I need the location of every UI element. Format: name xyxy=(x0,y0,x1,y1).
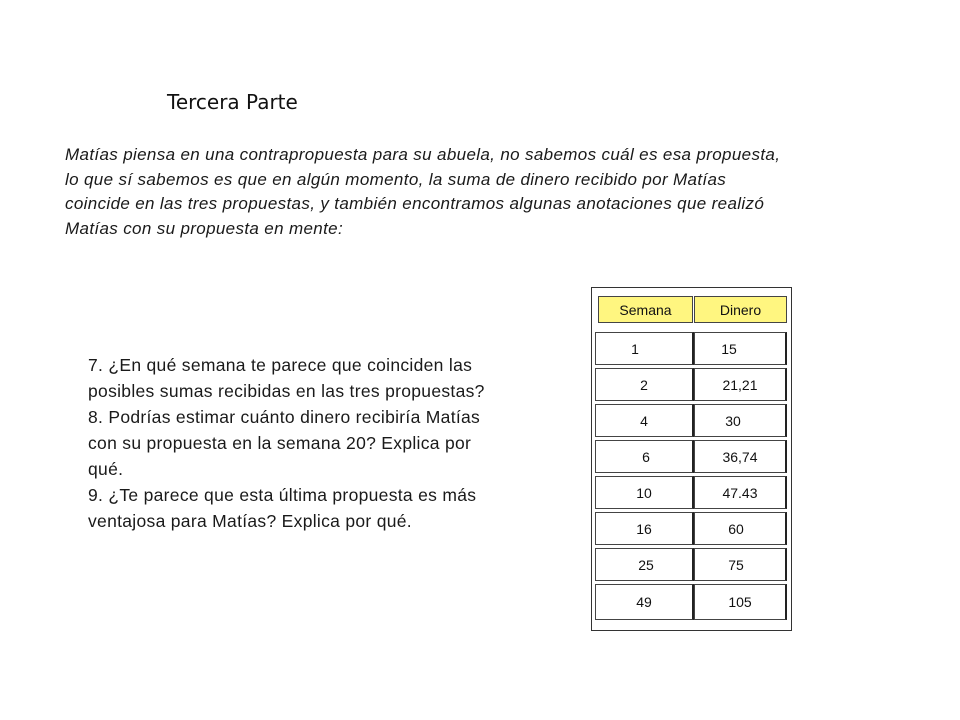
table-cell-dinero: 15 xyxy=(694,332,787,365)
page-title: Tercera Parte xyxy=(167,90,298,114)
questions-block xyxy=(88,352,508,534)
table-cell-dinero: 47.43 xyxy=(694,476,787,509)
question-9: 9. ¿Te parece que esta última propuesta es más ventajosa para Matías? Explica por qué. xyxy=(88,485,477,531)
table-cell-semana: 2 xyxy=(595,368,694,401)
question-8: 8. Podrías estimar cuánto dinero recibiría Matías con su propuesta en la semana 20? Explica por qué. xyxy=(88,407,481,479)
table-cell-dinero: 75 xyxy=(694,548,787,581)
table-cell-semana: 16 xyxy=(595,512,694,545)
table-cell-semana: 1 xyxy=(595,332,694,365)
table-header-semana: Semana xyxy=(598,296,693,323)
question-7: 7. ¿En qué semana te parece que coinciden las posibles sumas recibidas en las tres propuestas? xyxy=(88,355,485,401)
data-table xyxy=(591,287,792,631)
table-cell-semana: 25 xyxy=(595,548,694,581)
table-cell-semana: 6 xyxy=(595,440,694,473)
table-cell-dinero: 36,74 xyxy=(694,440,787,473)
table-cell-dinero: 60 xyxy=(694,512,787,545)
table-cell-dinero: 105 xyxy=(694,584,787,620)
table-cell-semana: 49 xyxy=(595,584,694,620)
table-cell-semana: 10 xyxy=(595,476,694,509)
table-header-dinero: Dinero xyxy=(694,296,787,323)
table-cell-semana: 4 xyxy=(595,404,694,437)
table-cell-dinero: 30 xyxy=(694,404,787,437)
intro-paragraph: Matías piensa en una contrapropuesta para su abuela, no sabemos cuál es esa propuesta, lo que sí sabemos es que en algún momento, la suma de dinero recibido por Matías coincide en las tres propuestas, y también encontramos algunas anotaciones que realizó Matías con su propuesta en mente: xyxy=(65,145,781,238)
table-cell-dinero: 21,21 xyxy=(694,368,787,401)
